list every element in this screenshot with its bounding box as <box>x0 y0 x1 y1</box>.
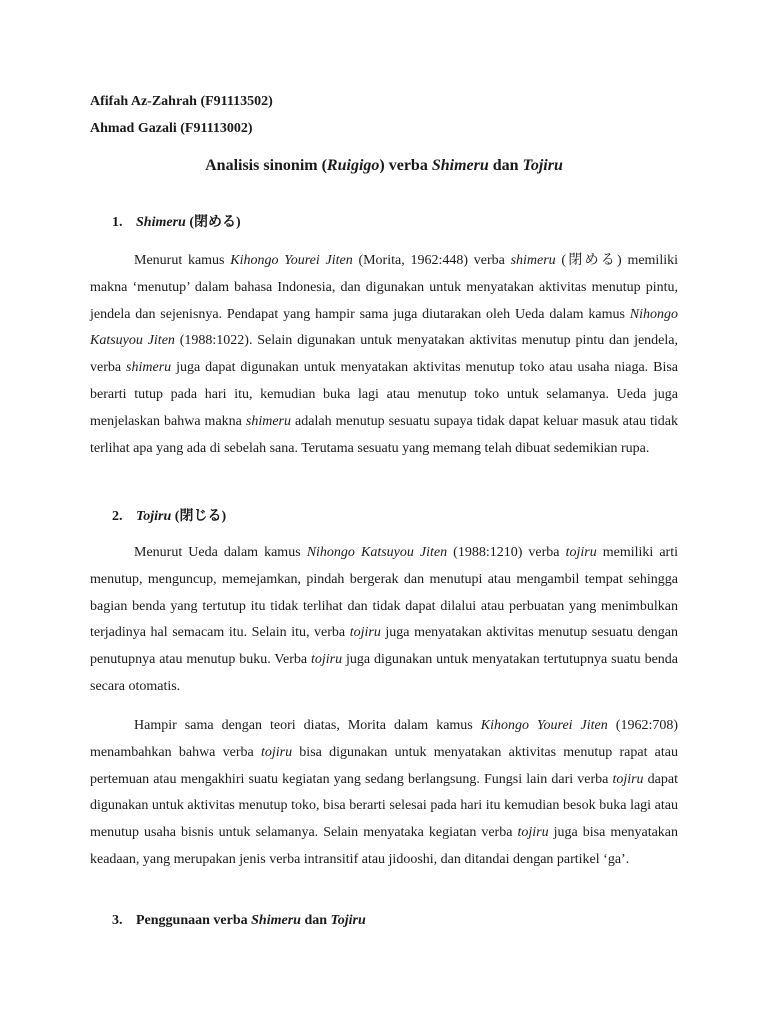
author-1: Afifah Az-Zahrah (F91113502) <box>90 94 273 109</box>
text: juga bisa menyatakan keadaan, yang merupakan jenis verba intransitif atau jidooshi, dan ditandai dengan partikel ‘ga’. <box>90 825 679 867</box>
paragraph-tojiru-2 <box>90 713 678 874</box>
text: juga menyatakan aktivitas menutup sesuatu dengan penutupnya atau menutup buku. Verba <box>90 625 678 668</box>
section-text: Penggunaan verba <box>136 913 252 928</box>
dictionary-title: Kihongo Yourei Jiten <box>480 718 608 733</box>
section-kanji: (閉める) <box>185 215 241 230</box>
term-tojiru: tojiru <box>517 825 549 841</box>
text: (閉める) memiliki makna ‘menutup’ dalam bahasa Indonesia, dan digunakan untuk menyatakan aktivitas menutup pintu, jendela dan sejenisnya. Pendapat yang hampir sama juga diutarakan oleh Ueda dalam kamus <box>90 253 678 322</box>
term-shimeru: shimeru <box>245 413 292 429</box>
text: Menurut kamus <box>134 253 231 268</box>
text: juga dapat digunakan untuk menyatakan aktivitas menutup toko atau usaha niaga. Bisa berarti tutup pada hari itu, kemudian buka lagi atau menutup toko untuk selamanya. Ueda juga menjelaskan bahwa makna <box>90 360 679 429</box>
text: bisa digunakan untuk menyatakan aktivitas menutup rapat atau pertemuan atau mengakhiri suatu kegiatan yang sedang berlangsung. Fungsi lain dari verba <box>90 744 679 787</box>
term-tojiru: tojiru <box>260 744 293 760</box>
title-shimeru: Shimeru <box>431 157 489 174</box>
text: (1988:1210) verba <box>447 545 566 560</box>
section-heading-3 <box>112 913 366 929</box>
section-term: Shimeru <box>136 215 186 230</box>
term-tojiru: tojiru <box>310 652 343 668</box>
text: (1962:708) menambahkan bahwa verba <box>90 718 678 760</box>
dictionary-title: Kihongo Yourei Jiten <box>230 253 353 268</box>
text: Menurut Ueda dalam kamus <box>134 545 307 560</box>
paragraph-tojiru-1 <box>90 540 678 701</box>
section-kanji: (閉じる) <box>171 509 227 524</box>
title-part: ) verba <box>379 157 432 174</box>
term-tojiru: tojiru <box>565 545 597 560</box>
title-part: dan <box>488 157 523 174</box>
author-list <box>90 88 273 142</box>
text: memiliki arti menutup, menguncup, memejamkan, pindah bergerak dan menutupi atau mengambil tempat sehingga bagian benda yang tertutup itu tidak terlihat dan tidak dapat dilalui atau perbuatan yang menimbulkan terjadinya hal semacam itu. Selain itu, verba <box>90 545 679 641</box>
author-2: Ahmad Gazali (F91113002) <box>90 121 253 136</box>
section-number: 1. <box>112 215 123 230</box>
paragraph-shimeru <box>90 248 678 462</box>
title-tojiru: Tojiru <box>522 157 563 174</box>
text: Hampir sama dengan teori diatas, Morita dalam kamus <box>134 718 481 733</box>
section-heading-1 <box>112 211 241 231</box>
section-term: Tojiru <box>136 509 172 524</box>
term-shimeru: shimeru <box>510 253 556 268</box>
text: adalah menutup sesuatu supaya tidak dapat keluar masuk atau tidak terlihat apa yang ada di sebelah sana. Terutama sesuatu yang memang telah dibuat sedemikian rupa. <box>90 413 678 456</box>
section-term: Shimeru <box>251 913 301 928</box>
term-shimeru: shimeru <box>126 360 172 376</box>
term-tojiru: tojiru <box>612 771 644 787</box>
text: juga digunakan untuk menyatakan tertutupnya suatu benda secara otomatis. <box>90 652 678 694</box>
term-tojiru: tojiru <box>349 625 381 641</box>
title-ruigigo: Ruigigo <box>326 157 380 174</box>
dictionary-title: Nihongo Katsuyou Jiten <box>90 306 678 349</box>
section-text: dan <box>300 913 331 928</box>
text: (1988:1022). Selain digunakan untuk menyatakan aktivitas menutup pintu dan jendela, verba <box>90 333 678 376</box>
section-number: 2. <box>112 509 123 524</box>
title-part: Analisis sinonim ( <box>205 157 327 174</box>
dictionary-title: Nihongo Katsuyou Jiten <box>306 545 448 560</box>
section-term: Tojiru <box>330 913 366 928</box>
text: (Morita, 1962:448) verba <box>352 253 511 268</box>
section-heading-2 <box>112 505 226 525</box>
section-number: 3. <box>112 913 123 928</box>
text: dapat digunakan untuk aktivitas menutup toko, bisa berarti selesai pada hari itu kemudian besok buka lagi atau menutup usaha bisnis untuk selamanya. Selain menyataka kegiatan verba <box>90 771 678 841</box>
document-title <box>0 157 768 175</box>
